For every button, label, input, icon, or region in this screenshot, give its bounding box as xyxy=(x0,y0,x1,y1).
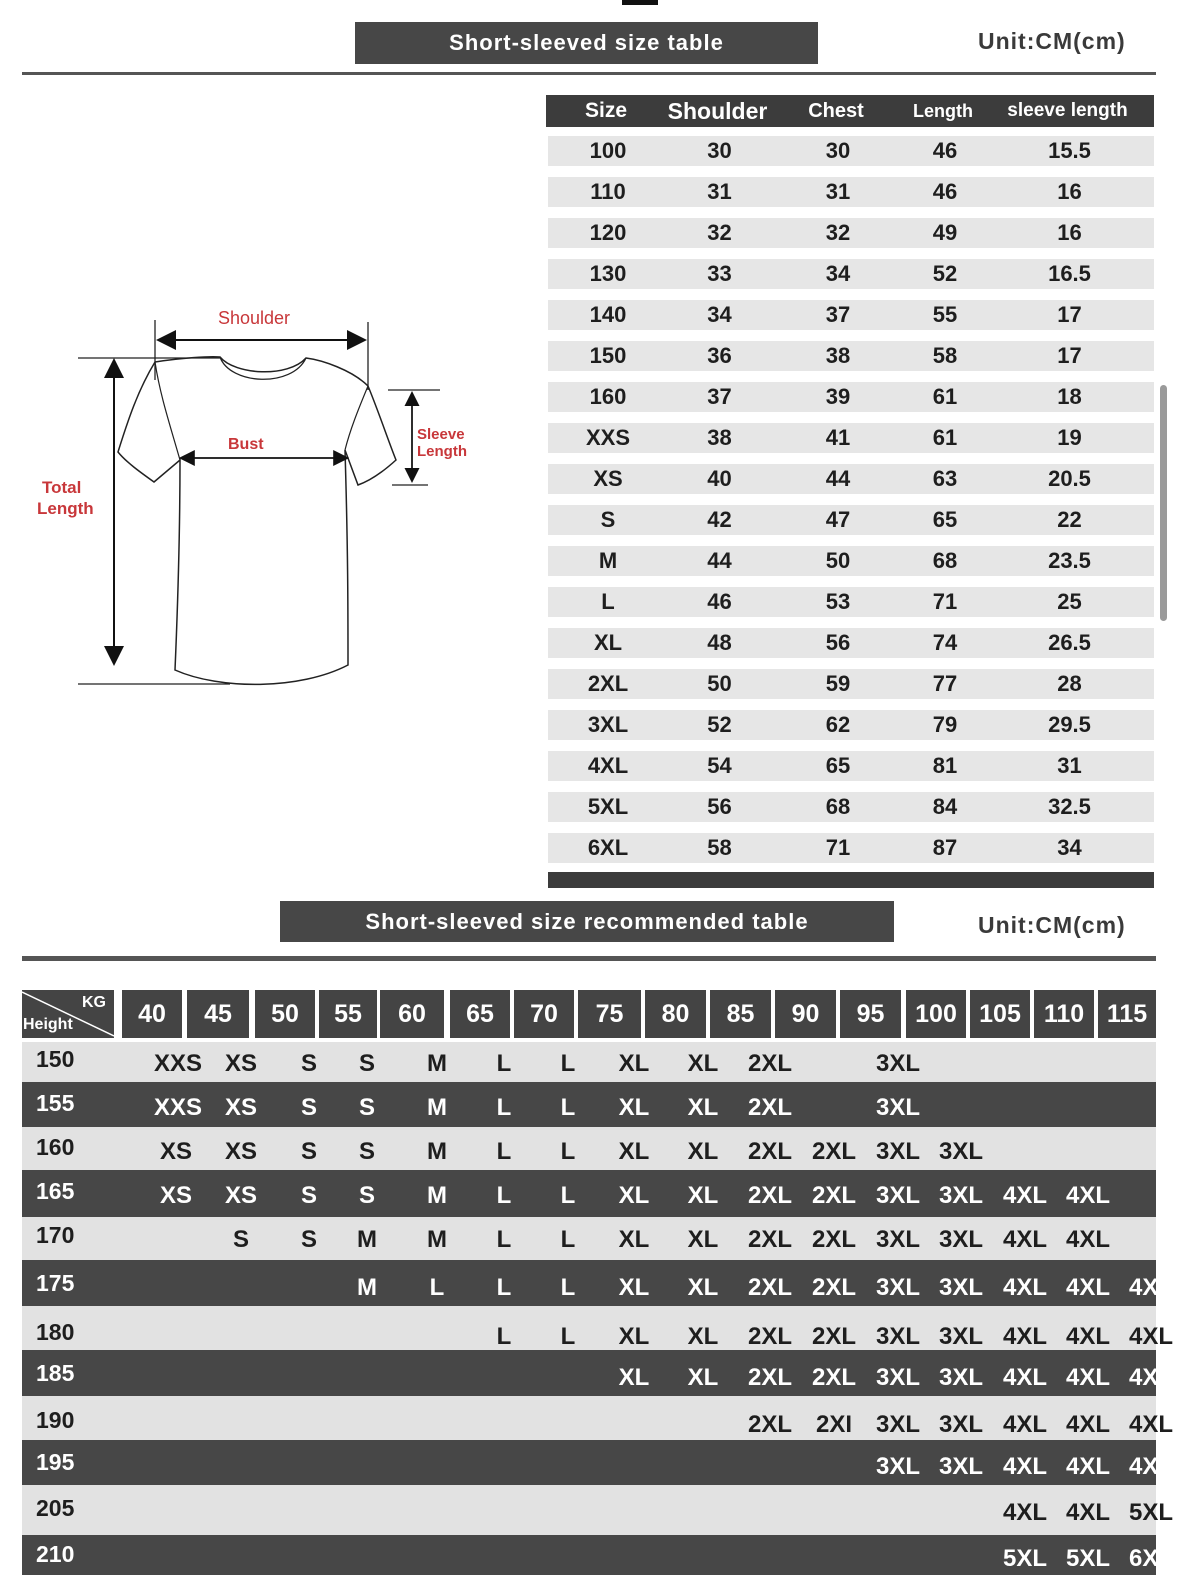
size-recommendation-cell: 3XL xyxy=(876,1050,921,1077)
cell-size: 3XL xyxy=(587,712,629,737)
cell-sleeve-length: 22 xyxy=(1057,507,1082,532)
cell-length: 58 xyxy=(932,343,958,368)
height-cell: 165 xyxy=(36,1178,75,1204)
size-recommendation-cell: 2XL xyxy=(748,1274,793,1301)
cell-shoulder: 37 xyxy=(707,384,732,409)
size-recommendation-cell: M xyxy=(427,1226,447,1253)
size-recommendation-cell: 4XL xyxy=(1066,1274,1111,1301)
size-table xyxy=(546,95,1154,890)
sleeve-label-1: Sleeve xyxy=(417,426,465,443)
cell-sleeve-length: 28 xyxy=(1057,671,1082,696)
cell-sleeve-length: 23.5 xyxy=(1048,548,1091,573)
height-cell: 210 xyxy=(36,1541,75,1567)
size-recommendation-cell: S xyxy=(358,1050,375,1077)
cell-chest: 62 xyxy=(825,712,851,737)
size-recommendation-cell: XS xyxy=(224,1050,257,1077)
size-table-row xyxy=(548,300,1154,330)
cell-shoulder: 32 xyxy=(707,220,732,245)
size-table-row xyxy=(548,669,1154,699)
size-recommendation-cell: 3XL xyxy=(876,1274,921,1301)
cell-chest: 41 xyxy=(825,425,851,450)
size-recommendation-cell: 3XL xyxy=(876,1182,921,1209)
cell-sleeve-length: 16.5 xyxy=(1048,261,1091,286)
recommend-table-row xyxy=(22,1440,1174,1485)
size-recommendation-cell: 4XL xyxy=(1066,1364,1111,1391)
size-recommendation-cell: 4XL xyxy=(1129,1364,1174,1391)
bust-label: Bust xyxy=(228,436,264,453)
weight-header-cell: 105 xyxy=(970,990,1030,1038)
cell-size: 110 xyxy=(590,179,626,204)
size-recommendation-cell: XL xyxy=(687,1274,719,1301)
size-table-footer-bar xyxy=(548,872,1154,888)
cell-chest: 31 xyxy=(825,179,851,204)
size-recommendation-cell: 4XL xyxy=(1129,1323,1174,1350)
cell-shoulder: 58 xyxy=(707,835,732,860)
size-recommendation-cell: M xyxy=(427,1138,447,1165)
cell-sleeve-length: 29.5 xyxy=(1048,712,1091,737)
size-recommendation-cell: 5XL xyxy=(1129,1499,1174,1526)
cell-shoulder: 54 xyxy=(707,753,732,778)
header-shoulder: Shoulder xyxy=(667,97,768,124)
size-recommendation-cell: L xyxy=(496,1138,512,1165)
size-table-row xyxy=(548,628,1154,658)
height-cell: 150 xyxy=(36,1046,75,1072)
size-table-row xyxy=(548,423,1154,453)
size-recommendation-cell: 2XL xyxy=(812,1182,857,1209)
header-size: Size xyxy=(584,99,628,122)
size-recommendation-cell: XS xyxy=(224,1094,257,1121)
cell-sleeve-length: 25 xyxy=(1057,589,1082,614)
cell-length: 71 xyxy=(932,589,958,614)
cell-size: 150 xyxy=(589,343,627,368)
size-recommendation-cell: 3XL xyxy=(876,1364,921,1391)
cell-chest: 68 xyxy=(825,794,851,819)
size-table-row xyxy=(548,177,1154,207)
height-cell: 175 xyxy=(36,1270,75,1296)
size-recommendation-cell: 5XL xyxy=(1066,1545,1111,1572)
height-cell: 170 xyxy=(36,1222,75,1248)
cell-size: M xyxy=(598,548,618,573)
size-recommendation-cell: 3XL xyxy=(939,1182,984,1209)
cell-size: 160 xyxy=(589,384,627,409)
cell-size: 2XL xyxy=(587,671,629,696)
size-recommendation-cell: L xyxy=(496,1182,512,1209)
cell-chest: 56 xyxy=(825,630,851,655)
cell-length: 63 xyxy=(932,466,958,491)
size-table-row xyxy=(548,792,1154,822)
weight-header-cell: 65 xyxy=(450,990,510,1038)
size-recommendation-cell: L xyxy=(560,1050,576,1077)
size-recommendation-cell: 4XL xyxy=(1129,1274,1174,1301)
weight-header-cell: 70 xyxy=(514,990,574,1038)
size-recommendation-cell: 4XL xyxy=(1003,1364,1048,1391)
header-length: Length xyxy=(913,100,973,121)
size-recommendation-cell: 4XL xyxy=(1066,1182,1111,1209)
size-recommendation-cell: S xyxy=(300,1226,317,1253)
size-table-row xyxy=(548,751,1154,781)
size-recommendation-cell: XL xyxy=(687,1182,719,1209)
size-recommendation-cell: XS xyxy=(224,1138,257,1165)
cell-size: L xyxy=(601,589,615,614)
cell-length: 81 xyxy=(932,753,958,778)
cell-chest: 47 xyxy=(825,507,851,532)
size-recommendation-cell: 2XL xyxy=(812,1364,857,1391)
size-table-row xyxy=(548,382,1154,412)
size-recommendation-cell: 2XL xyxy=(812,1274,857,1301)
size-recommendation-cell: 4XL xyxy=(1129,1411,1174,1438)
size-recommendation-cell: XL xyxy=(618,1138,650,1165)
cell-shoulder: 36 xyxy=(707,343,732,368)
sleeve-label-2: Length xyxy=(417,443,467,460)
size-recommendation-cell: 3XL xyxy=(939,1274,984,1301)
size-recommendation-cell: 6XL xyxy=(1129,1545,1174,1572)
size-recommendation-cell: XL xyxy=(687,1094,719,1121)
cell-size: 100 xyxy=(589,138,627,163)
header-sleeve-length: sleeve length xyxy=(1007,100,1128,121)
size-recommendation-cell: XL xyxy=(618,1050,650,1077)
size-recommendation-cell: XS xyxy=(224,1182,257,1209)
size-recommendation-cell: 3XL xyxy=(939,1138,984,1165)
cell-size: XXS xyxy=(585,425,631,450)
recommend-table-row xyxy=(22,1306,1174,1350)
cell-length: 77 xyxy=(932,671,958,696)
recommend-table-row xyxy=(22,1082,1156,1127)
size-table-row xyxy=(548,505,1154,535)
size-recommendation-cell: L xyxy=(496,1274,512,1301)
scrollbar[interactable] xyxy=(1160,385,1167,621)
size-recommendation-cell: 4XL xyxy=(1003,1182,1048,1209)
header-chest: Chest xyxy=(808,99,864,122)
size-recommendation-cell: XL xyxy=(687,1364,719,1391)
cell-length: 74 xyxy=(932,630,958,655)
top-marker xyxy=(622,0,658,5)
cell-sleeve-length: 15.5 xyxy=(1048,138,1091,163)
recommend-table-row xyxy=(22,1535,1174,1575)
size-recommendation-cell: M xyxy=(427,1094,447,1121)
size-table-row xyxy=(548,136,1154,166)
size-recommendation-cell: 3XL xyxy=(876,1226,921,1253)
size-recommendation-cell: L xyxy=(560,1274,576,1301)
cell-size: 120 xyxy=(589,220,627,245)
cell-sleeve-length: 32.5 xyxy=(1048,794,1091,819)
cell-sleeve-length: 16 xyxy=(1057,179,1082,204)
cell-chest: 65 xyxy=(825,753,851,778)
size-recommendation-cell: S xyxy=(232,1226,249,1253)
size-recommendation-cell: L xyxy=(560,1323,576,1350)
cell-length: 61 xyxy=(932,384,958,409)
size-recommendation-cell: L xyxy=(496,1050,512,1077)
cell-length: 79 xyxy=(932,712,958,737)
weight-header-cell: 90 xyxy=(775,990,836,1038)
size-table-row xyxy=(548,341,1154,371)
size-recommendation-cell: 3XL xyxy=(876,1094,921,1121)
size-recommendation-cell: XL xyxy=(618,1364,650,1391)
cell-shoulder: 52 xyxy=(707,712,732,737)
size-recommendation-cell: XXS xyxy=(154,1094,203,1121)
size-recommendation-cell: 4XL xyxy=(1003,1323,1048,1350)
size-recommendation-cell: 3XL xyxy=(876,1323,921,1350)
size-recommendation-cell: 2XI xyxy=(815,1411,853,1438)
size-recommendation-cell: S xyxy=(358,1182,375,1209)
size-recommendation-cell: 3XL xyxy=(876,1453,921,1480)
size-recommendation-cell: L xyxy=(496,1226,512,1253)
recommend-table-row xyxy=(22,1485,1174,1535)
recommend-table-row xyxy=(22,1260,1174,1306)
section-divider-2 xyxy=(22,956,1156,961)
size-recommendation-cell: 4XL xyxy=(1003,1274,1048,1301)
size-recommendation-cell: S xyxy=(300,1094,317,1121)
size-recommendation-cell: XL xyxy=(618,1182,650,1209)
size-recommendation-cell: 2XL xyxy=(748,1094,793,1121)
cell-sleeve-length: 26.5 xyxy=(1048,630,1091,655)
weight-header-cell: 55 xyxy=(319,990,377,1038)
size-recommendation-cell: M xyxy=(357,1274,377,1301)
size-recommendation-cell: 3XL xyxy=(939,1323,984,1350)
weight-header-cell: 75 xyxy=(578,990,641,1038)
height-cell: 160 xyxy=(36,1134,75,1160)
size-table-header xyxy=(546,95,1154,127)
size-recommendation-cell: L xyxy=(560,1094,576,1121)
cell-size: XS xyxy=(593,466,623,491)
size-recommendation-cell: 2XL xyxy=(748,1050,793,1077)
cell-shoulder: 30 xyxy=(707,138,732,163)
cell-sleeve-length: 31 xyxy=(1057,753,1082,778)
size-recommendation-cell: 5XL xyxy=(1003,1545,1048,1572)
size-table-row xyxy=(548,218,1154,248)
total-label-2: Length xyxy=(37,499,94,518)
shoulder-label: Shoulder xyxy=(218,308,291,328)
size-recommendation-cell: M xyxy=(427,1050,447,1077)
size-recommendation-cell: 4XL xyxy=(1066,1499,1111,1526)
size-recommendation-cell: 2XL xyxy=(748,1182,793,1209)
size-table-row xyxy=(548,710,1154,740)
cell-shoulder: 40 xyxy=(707,466,732,491)
size-table-banner: Short-sleeved size table xyxy=(355,22,818,64)
size-recommendation-cell: XXS xyxy=(154,1050,203,1077)
weight-header-cell: 95 xyxy=(840,990,901,1038)
weight-header-cell: 80 xyxy=(645,990,706,1038)
height-cell: 155 xyxy=(36,1090,75,1116)
size-recommendation-cell: L xyxy=(496,1094,512,1121)
cell-chest: 50 xyxy=(825,548,851,573)
size-recommendation-cell: 2XL xyxy=(748,1364,793,1391)
size-recommendation-cell: L xyxy=(560,1138,576,1165)
size-recommendation-cell: L xyxy=(560,1182,576,1209)
recommend-table-row xyxy=(22,1217,1156,1260)
cell-size: S xyxy=(600,507,616,532)
cell-chest: 32 xyxy=(825,220,851,245)
size-table-unit: Unit:CM(cm) xyxy=(978,28,1126,54)
cell-size: XL xyxy=(593,630,623,655)
size-recommendation-cell: XL xyxy=(618,1323,650,1350)
cell-shoulder: 33 xyxy=(707,261,732,286)
cell-sleeve-length: 34 xyxy=(1057,835,1082,860)
cell-length: 55 xyxy=(932,302,958,327)
cell-length: 84 xyxy=(932,794,958,819)
cell-chest: 39 xyxy=(825,384,851,409)
cell-size: 4XL xyxy=(587,753,629,778)
cell-chest: 37 xyxy=(825,302,851,327)
size-recommendation-cell: XL xyxy=(618,1274,650,1301)
tshirt-diagram xyxy=(30,300,500,700)
cell-shoulder: 42 xyxy=(707,507,732,532)
size-recommendation-cell: 4XL xyxy=(1003,1226,1048,1253)
size-recommendation-cell: 2XL xyxy=(812,1138,857,1165)
cell-chest: 34 xyxy=(825,261,851,286)
size-recommendation-cell: XL xyxy=(618,1226,650,1253)
size-recommendation-cell: L xyxy=(429,1274,445,1301)
cell-sleeve-length: 20.5 xyxy=(1048,466,1091,491)
size-recommendation-cell: 4XL xyxy=(1066,1323,1111,1350)
recommend-table-row xyxy=(22,1127,1156,1170)
cell-length: 65 xyxy=(932,507,958,532)
cell-length: 87 xyxy=(932,835,958,860)
recommend-table-banner: Short-sleeved size recommended table xyxy=(280,901,894,942)
size-recommendation-cell: 4XL xyxy=(1003,1453,1048,1480)
cell-sleeve-length: 16 xyxy=(1057,220,1082,245)
recommend-table-header xyxy=(22,990,1156,1040)
size-recommendation-cell: 2XL xyxy=(812,1226,857,1253)
section-divider xyxy=(22,72,1156,75)
cell-length: 46 xyxy=(932,179,958,204)
size-recommendation-cell: 3XL xyxy=(876,1411,921,1438)
size-recommendation-cell: XL xyxy=(618,1094,650,1121)
size-recommendation-cell: XL xyxy=(687,1323,719,1350)
weight-header-cell: 100 xyxy=(906,990,966,1038)
cell-length: 46 xyxy=(932,138,958,163)
size-recommendation-cell: 3XL xyxy=(939,1411,984,1438)
cell-chest: 71 xyxy=(825,835,851,860)
cell-sleeve-length: 17 xyxy=(1057,302,1082,327)
size-table-row xyxy=(548,833,1154,863)
size-recommendation-cell: 4XL xyxy=(1066,1453,1111,1480)
recommend-table-row xyxy=(22,1042,1156,1082)
height-cell: 190 xyxy=(36,1407,75,1433)
size-recommendation-cell: M xyxy=(427,1182,447,1209)
weight-header-cell: 50 xyxy=(255,990,315,1038)
size-recommendation-cell: 4XL xyxy=(1003,1411,1048,1438)
corner-kg: KG xyxy=(82,994,106,1011)
size-recommendation-cell: 2XL xyxy=(812,1323,857,1350)
size-recommendation-cell: 2XL xyxy=(748,1138,793,1165)
size-recommendation-cell: XS xyxy=(159,1182,192,1209)
cell-chest: 30 xyxy=(825,138,851,163)
recommend-table-row xyxy=(22,1350,1174,1396)
size-recommendation-cell: 4XL xyxy=(1129,1453,1174,1480)
height-cell: 195 xyxy=(36,1449,75,1475)
size-recommendation-cell: S xyxy=(300,1138,317,1165)
size-recommendation-cell: L xyxy=(560,1226,576,1253)
weight-header-cell: 115 xyxy=(1098,990,1156,1038)
size-recommendation-cell: 4XL xyxy=(1003,1499,1048,1526)
cell-length: 68 xyxy=(932,548,958,573)
weight-header-cell: 40 xyxy=(122,990,182,1038)
height-cell: 185 xyxy=(36,1360,75,1386)
cell-length: 52 xyxy=(932,261,958,286)
cell-shoulder: 48 xyxy=(707,630,732,655)
tshirt-drawing xyxy=(30,300,500,700)
cell-size: 130 xyxy=(589,261,627,286)
size-recommendation-cell: S xyxy=(300,1182,317,1209)
size-recommendation-cell: 2XL xyxy=(748,1411,793,1438)
size-recommendation-cell: XL xyxy=(687,1138,719,1165)
cell-chest: 44 xyxy=(825,466,851,491)
size-recommendation-cell: XL xyxy=(687,1050,719,1077)
size-recommendation-cell: 3XL xyxy=(876,1138,921,1165)
cell-shoulder: 31 xyxy=(707,179,732,204)
size-recommendation-cell: 2XL xyxy=(748,1226,793,1253)
height-cell: 180 xyxy=(36,1319,75,1345)
cell-sleeve-length: 19 xyxy=(1057,425,1082,450)
size-recommendation-cell: L xyxy=(496,1323,512,1350)
size-recommendation-cell: S xyxy=(358,1138,375,1165)
cell-length: 61 xyxy=(932,425,958,450)
cell-shoulder: 44 xyxy=(707,548,732,573)
size-recommendation-cell: 3XL xyxy=(939,1453,984,1480)
cell-shoulder: 38 xyxy=(707,425,732,450)
corner-height: Height xyxy=(23,1016,73,1033)
size-recommendation-cell: XS xyxy=(159,1138,192,1165)
size-recommendation-cell: S xyxy=(358,1094,375,1121)
total-label-1: Total xyxy=(42,478,82,497)
size-table-row xyxy=(548,546,1154,576)
size-recommendation-cell: 3XL xyxy=(939,1226,984,1253)
recommend-table-row xyxy=(22,1170,1156,1217)
cell-size: 5XL xyxy=(587,794,629,819)
header-corner-cell xyxy=(22,990,114,1038)
size-table-row xyxy=(548,464,1154,494)
size-recommendation-cell: S xyxy=(300,1050,317,1077)
recommend-table-unit: Unit:CM(cm) xyxy=(978,912,1126,938)
size-recommendation-cell: M xyxy=(357,1226,377,1253)
cell-shoulder: 34 xyxy=(707,302,732,327)
recommend-table-row xyxy=(22,1396,1174,1440)
cell-chest: 38 xyxy=(825,343,851,368)
height-cell: 205 xyxy=(36,1495,75,1521)
size-recommendation-cell: 2XL xyxy=(748,1323,793,1350)
cell-sleeve-length: 18 xyxy=(1057,384,1082,409)
weight-header-cell: 60 xyxy=(380,990,444,1038)
size-recommendation-cell: 4XL xyxy=(1066,1226,1111,1253)
cell-sleeve-length: 17 xyxy=(1057,343,1082,368)
cell-chest: 53 xyxy=(825,589,851,614)
cell-shoulder: 56 xyxy=(707,794,732,819)
cell-length: 49 xyxy=(932,220,958,245)
size-table-row xyxy=(548,587,1154,617)
weight-header-cell: 45 xyxy=(187,990,249,1038)
cell-shoulder: 50 xyxy=(707,671,732,696)
weight-header-cell: 85 xyxy=(710,990,771,1038)
size-recommendation-cell: XL xyxy=(687,1226,719,1253)
size-recommendation-cell: 4XL xyxy=(1066,1411,1111,1438)
cell-size: 140 xyxy=(589,302,627,327)
size-table-row xyxy=(548,259,1154,289)
cell-shoulder: 46 xyxy=(707,589,732,614)
cell-chest: 59 xyxy=(825,671,851,696)
size-recommendation-cell: 3XL xyxy=(939,1364,984,1391)
weight-header-cell: 110 xyxy=(1034,990,1094,1038)
cell-size: 6XL xyxy=(587,835,629,860)
